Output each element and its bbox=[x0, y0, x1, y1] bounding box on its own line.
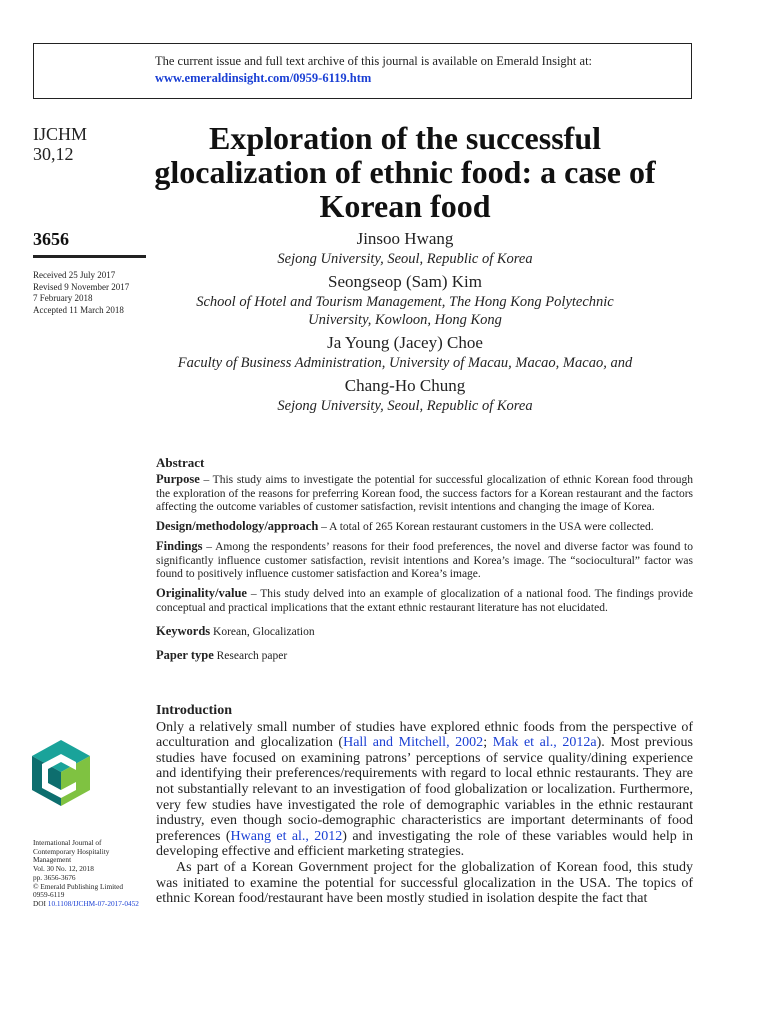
purpose-text: – This study aims to investigate the potential for successful glocalization of ethnic Korean food through the exploration of the reasons for preferring Korean food, the success factors for a Korean restaurant and the factors affecting the outcome variables of customer satisfaction, revisit intentions and changing the image of Korea. bbox=[156, 474, 693, 513]
meta-line: pp. 3656-3676 bbox=[33, 872, 76, 882]
paper-title: Exploration of the successful glocalization of ethnic food: a case of Korean food bbox=[154, 120, 656, 224]
meta-line: © Emerald Publishing Limited bbox=[33, 881, 124, 891]
papertype-text: Research paper bbox=[213, 650, 288, 663]
date-revised: Revised 9 November 2017 bbox=[33, 281, 130, 292]
findings-label: Findings bbox=[156, 539, 203, 554]
author-entry bbox=[150, 228, 660, 268]
meta-line: Management bbox=[33, 855, 72, 865]
journal-archive-box bbox=[33, 43, 692, 99]
introduction-heading: Introduction bbox=[156, 703, 232, 718]
meta-line: 0959-6119 bbox=[33, 890, 65, 900]
author-affiliation: Faculty of Business Administration, University of Macau, Macao, Macao, and bbox=[177, 355, 633, 371]
design-text: – A total of 265 Korean restaurant customers in the USA were collected. bbox=[318, 521, 654, 534]
findings-text: – Among the respondents’ reasons for their food preferences, the novel and diverse factor was found to significantly influence customer satisfaction, revisit intentions and Korea’s image. The “sociocultural” factor was found to positively influence customer satisfaction and Korea’s image. bbox=[156, 541, 693, 581]
originality-text: – This study delved into an example of glocalization of a national food. The findings provide conceptual and practical implications that the extant ethnic restaurant literature has not elucidated. bbox=[156, 588, 693, 614]
keywords-label: Keywords bbox=[156, 623, 211, 638]
author-affiliation: Sejong University, Seoul, Republic of Korea bbox=[277, 398, 533, 414]
intro-paragraph bbox=[156, 720, 693, 860]
divider bbox=[33, 255, 146, 258]
date-revised-2: 7 February 2018 bbox=[33, 293, 93, 303]
abstract-design bbox=[156, 520, 693, 534]
journal-code bbox=[33, 124, 87, 164]
abstract-section bbox=[156, 456, 693, 670]
citation-link[interactable]: Mak et al., 2012a bbox=[492, 735, 597, 751]
citation-link[interactable]: Hall and Mitchell, 2002 bbox=[343, 735, 484, 751]
author-name: Seongseop (Sam) Kim bbox=[328, 272, 482, 291]
date-accepted: Accepted 11 March 2018 bbox=[33, 304, 124, 315]
design-label: Design/methodology/approach bbox=[156, 519, 319, 534]
author-entry bbox=[150, 271, 660, 329]
abstract-papertype bbox=[156, 649, 693, 663]
meta-line: Vol. 30 No. 12, 2018 bbox=[33, 864, 94, 874]
papertype-label: Paper type bbox=[156, 648, 214, 663]
abstract-originality bbox=[156, 587, 693, 615]
doi-label: DOI bbox=[33, 898, 48, 908]
journal-volume: 30,12 bbox=[33, 144, 74, 164]
intro-text: ) and investigating the role of these variables would help in developing effective and efficient marketing strategies. bbox=[156, 828, 693, 860]
author-entry bbox=[150, 332, 660, 372]
intro-text: Only a relatively small number of studies have explored ethnic foods from the perspective of acculturation and glocalization ( bbox=[156, 719, 693, 751]
author-name: Ja Young (Jacey) Choe bbox=[327, 333, 483, 352]
journal-abbrev: IJCHM bbox=[33, 124, 88, 144]
originality-label: Originality/value bbox=[156, 586, 247, 601]
doi-link[interactable]: 10.1108/IJCHM-07-2017-0452 bbox=[47, 898, 139, 908]
author-list bbox=[150, 228, 660, 418]
author-affiliation: Sejong University, Seoul, Republic of Korea bbox=[277, 251, 533, 267]
citation-link[interactable]: Hwang et al., 2012 bbox=[230, 828, 343, 844]
intro-text: ). Most previous studies have focused on examining patrons’ perceptions of service quality/dining experience and identifying their preferences/requirements with regard to local ethnic restaurants. They are not substantially relevant to an investigation of food globalization or localization. Furthermore, very few studies have investigated the role of demographic variables in the ethnic restaurant industry, even though socio-demographic characteristics are important determinants of food preferences ( bbox=[156, 735, 693, 844]
abstract-keywords bbox=[156, 625, 693, 639]
abstract-findings bbox=[156, 540, 693, 581]
intro-text: ; bbox=[483, 735, 493, 751]
author-affiliation: School of Hotel and Tourism Management, The Hong Kong Polytechnic University, Kowloon, Hong Kong bbox=[196, 294, 614, 328]
page-number: 3656 bbox=[33, 229, 69, 249]
abstract-heading: Abstract bbox=[156, 455, 205, 470]
meta-line: International Journal of bbox=[33, 838, 102, 847]
journal-url-link[interactable]: www.emeraldinsight.com/0959-6119.htm bbox=[155, 71, 372, 85]
keywords-text: Korean, Glocalization bbox=[210, 625, 315, 638]
purpose-label: Purpose bbox=[156, 472, 200, 487]
doi-line bbox=[33, 900, 139, 909]
archive-notice: The current issue and full text archive of this journal is available on Emerald Insight at: bbox=[155, 54, 593, 68]
abstract-purpose bbox=[156, 473, 693, 514]
crossmark-logo-icon bbox=[30, 738, 92, 808]
author-name: Chang-Ho Chung bbox=[344, 376, 466, 395]
date-received: Received 25 July 2017 bbox=[33, 270, 116, 280]
journal-metadata bbox=[33, 839, 139, 909]
author-entry bbox=[150, 375, 660, 415]
intro-paragraph: As part of a Korean Government project for the globalization of Korean food, this study was initiated to examine the potential for successful glocalization in the USA. The topics of ethnic Korean food/restaurant have been mostly studied in isolation despite the fact that bbox=[156, 859, 693, 907]
author-name: Jinsoo Hwang bbox=[356, 229, 454, 248]
received-dates bbox=[33, 270, 129, 316]
meta-line: Contemporary Hospitality bbox=[33, 846, 110, 856]
introduction-section bbox=[156, 703, 693, 907]
